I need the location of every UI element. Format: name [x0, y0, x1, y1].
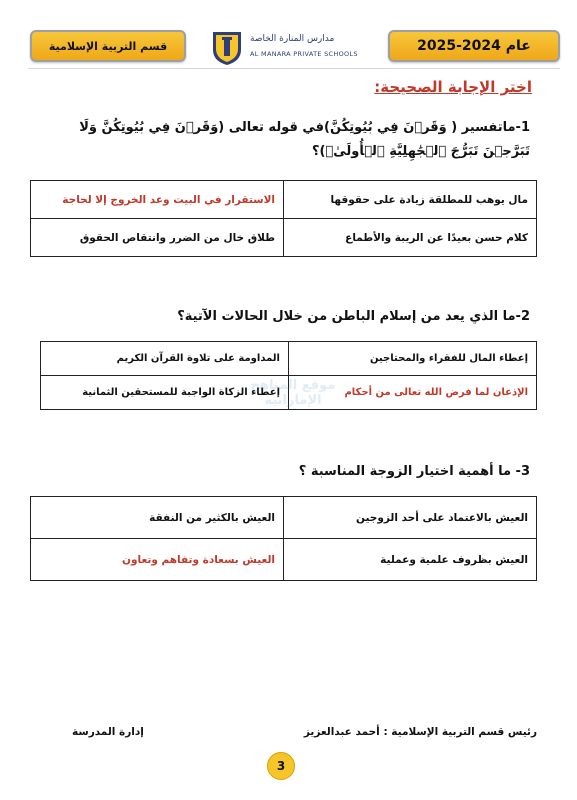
option-cell[interactable]: طلاق خال من الضرر وانتقاص الحقوق: [31, 219, 284, 257]
option-cell[interactable]: إعطاء المال للفقراء والمحتاجين: [289, 342, 537, 376]
question-3: 3- ما أهمية اختيار الزوجة المناسبة ؟: [298, 464, 530, 479]
logo-english-name: AL MANARA PRIVATE SCHOOLS: [250, 50, 358, 58]
option-cell-correct[interactable]: العيش بسعادة وتفاهم وتعاون: [31, 539, 284, 581]
instruction-heading: اختر الإجابة الصحيحة:: [374, 78, 532, 96]
option-cell[interactable]: العيش بظروف علمية وعملية: [284, 539, 537, 581]
option-cell[interactable]: العيش بالاعتماد على أحد الزوجين: [284, 497, 537, 539]
page-number: 3: [267, 752, 295, 780]
year-label: عام 2024-2025: [388, 30, 560, 62]
department-label: قسم التربية الإسلامية: [30, 30, 186, 62]
question-3-options: [30, 496, 537, 581]
options-row: [31, 181, 537, 219]
options-row: [31, 497, 537, 539]
options-row: [41, 342, 537, 376]
header-divider: [28, 68, 560, 69]
question-1-options: [30, 180, 537, 257]
option-cell[interactable]: إعطاء الزكاة الواجبة للمستحقين الثمانية: [41, 376, 289, 410]
option-cell[interactable]: كلام حسن بعيدًا عن الريبة والأطماع: [284, 219, 537, 257]
school-emblem-icon: [210, 30, 244, 66]
logo-arabic-name: مدارس المنارة الخاصة: [250, 34, 335, 44]
school-administration-label: إدارة المدرسة: [72, 726, 144, 738]
department-head-signature: رئيس قسم التربية الإسلامية : أحمد عبدالعزيز: [303, 726, 537, 738]
school-logo: [210, 30, 380, 66]
option-cell-correct[interactable]: الاستقرار في البيت وعد الخروج إلا لحاجة: [31, 181, 284, 219]
site-watermark: موقع المناهج الإماراتية: [250, 378, 336, 408]
option-cell-correct[interactable]: الإذعان لما فرض الله تعالى من أحكام: [289, 376, 537, 410]
option-cell[interactable]: مال يوهب للمطلقة زيادة على حقوقها: [284, 181, 537, 219]
options-row: [31, 539, 537, 581]
option-cell[interactable]: العيش بالكثير من النفقة: [31, 497, 284, 539]
option-cell[interactable]: المداومة على تلاوة القرآن الكريم: [41, 342, 289, 376]
question-2: 2-ما الذي يعد من إسلام الباطن من خلال الحالات الآتية؟: [177, 309, 530, 324]
options-row: [31, 219, 537, 257]
question-1: 1-ماتفسير ( وَقَرۡنَ فِي بُيُوتِكُنَّ)في قوله تعالى (وَقَرۡنَ فِي بُيُوتِكُنَّ وَلَا تَبَرَّجۡنَ تَبَرُّجَ ٱلۡجَٰهِلِيَّةِ ٱلۡأُولَىٰۖ)؟: [79, 120, 530, 159]
